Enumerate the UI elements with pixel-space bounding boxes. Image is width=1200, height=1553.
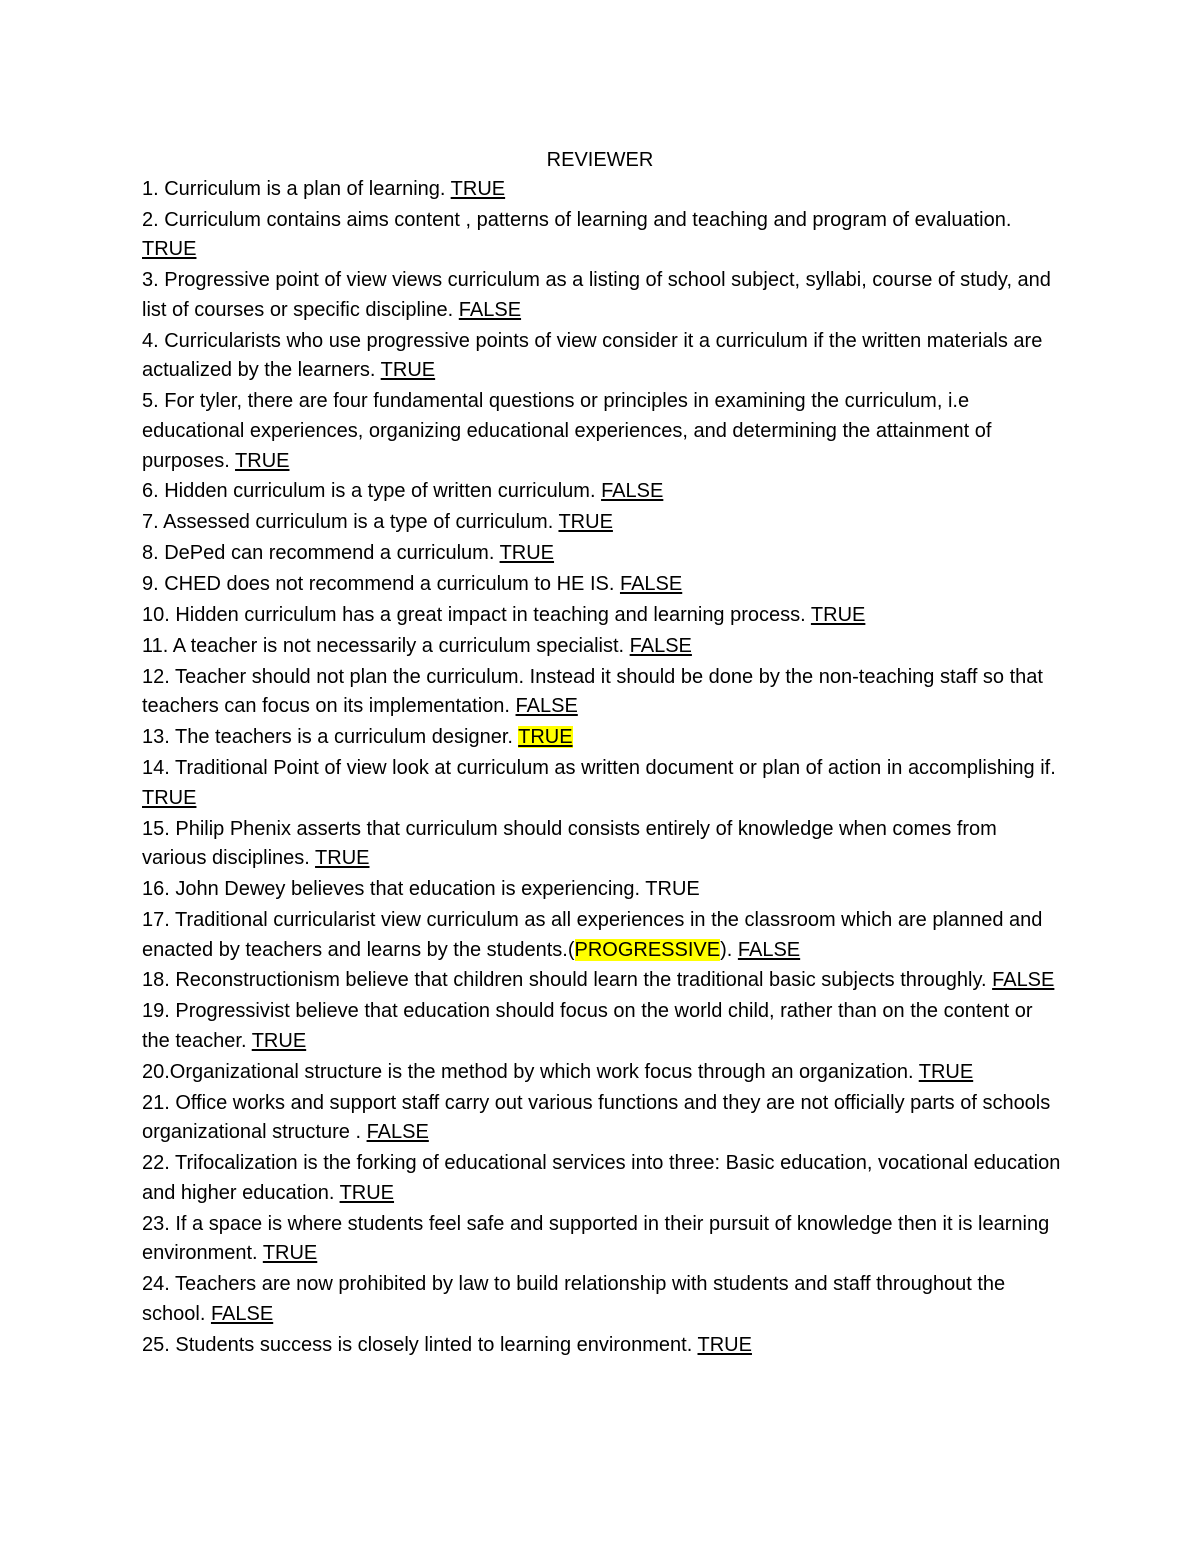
- question-text: 23. If a space is where students feel safe and supported in their pursuit of knowledge then it is learning environment.: [142, 1212, 1050, 1265]
- answer-label: FALSE: [458, 298, 522, 321]
- answer-label: FALSE: [737, 938, 801, 961]
- answer-label: TRUE: [315, 847, 370, 870]
- question-item: [142, 601, 1062, 631]
- answer-label: FALSE: [366, 1121, 429, 1144]
- question-item: [142, 477, 1062, 507]
- question-item: [142, 508, 1062, 538]
- question-text: 8. DePed can recommend a curriculum.: [142, 542, 500, 565]
- answer-label: TRUE: [142, 238, 197, 261]
- document-title: REVIEWER: [546, 149, 654, 171]
- question-item: [142, 206, 1062, 265]
- question-text: 16. John Dewey believes that education is experiencing.: [142, 878, 646, 901]
- question-text: 21. Office works and support staff carry out various functions and they are not officially parts of schools organizational structure .: [142, 1091, 1051, 1144]
- answer-label: TRUE: [558, 511, 613, 534]
- question-item: [142, 906, 1062, 965]
- question-text: 4. Curricularists who use progressive points of view consider it a curriculum if the written materials are actualized by the learners.: [142, 329, 1043, 382]
- question-text: 6. Hidden curriculum is a type of written curriculum.: [142, 480, 602, 503]
- question-item: [142, 966, 1062, 996]
- answer-label: FALSE: [992, 969, 1055, 992]
- question-item: [142, 815, 1062, 874]
- answer-label: TRUE: [339, 1181, 395, 1204]
- question-item: [142, 1058, 1062, 1088]
- question-item: [142, 175, 1062, 205]
- question-text: 25. Students success is closely linted to learning environment.: [142, 1333, 698, 1356]
- question-item: [142, 663, 1062, 722]
- question-item: [142, 266, 1062, 325]
- question-item: [142, 723, 1062, 753]
- question-item: [142, 327, 1062, 386]
- answer-label: FALSE: [619, 573, 683, 596]
- question-text: 5. For tyler, there are four fundamental questions or principles in examining the curriculum, i.e educational experiences, organizing educational experiences, and determining the attainment of purposes.: [142, 390, 992, 472]
- question-text: 18. Reconstructionism believe that children should learn the traditional basic subjects throughly.: [142, 969, 993, 992]
- answer-label: TRUE: [645, 878, 700, 901]
- question-text-after: ).: [720, 938, 738, 961]
- question-item: [142, 539, 1062, 569]
- question-text: 22. Trifocalization is the forking of educational services into three: Basic education, vocational education and higher education.: [142, 1152, 1061, 1204]
- answer-label: TRUE: [450, 178, 506, 200]
- question-item: [142, 875, 1062, 905]
- question-text: 3. Progressive point of view views curriculum as a listing of school subject, syllabi, course of study, and list of courses or specific discipline.: [142, 269, 1051, 321]
- answer-label: TRUE: [697, 1333, 752, 1356]
- answer-label: FALSE: [515, 695, 578, 718]
- question-text: 15. Philip Phenix asserts that curriculum should consists entirely of knowledge when comes from various disciplines.: [142, 817, 997, 870]
- answer-label: FALSE: [601, 480, 664, 503]
- answer-label: TRUE: [251, 1029, 307, 1052]
- answer-label-highlighted: TRUE: [518, 726, 573, 749]
- question-text: 20.Organizational structure is the method by which work focus through an organization.: [142, 1060, 919, 1083]
- highlighted-note: PROGRESSIVE: [574, 938, 721, 961]
- answer-label: FALSE: [210, 1302, 274, 1325]
- question-text: 10. Hidden curriculum has a great impact in teaching and learning process.: [142, 603, 811, 626]
- question-item: [142, 1210, 1062, 1269]
- answer-label: TRUE: [499, 542, 555, 565]
- question-text: 11. A teacher is not necessarily a curriculum specialist.: [142, 634, 630, 657]
- question-item: [142, 632, 1062, 662]
- question-list: [142, 175, 1062, 1362]
- question-text: 2. Curriculum contains aims content , patterns of learning and teaching and program of evaluation.: [142, 208, 1012, 231]
- question-item: [142, 1270, 1062, 1329]
- question-item: [142, 1331, 1062, 1361]
- answer-label: TRUE: [262, 1242, 318, 1265]
- question-item: [142, 570, 1062, 600]
- question-text: 13. The teachers is a curriculum designer.: [142, 726, 519, 749]
- question-item: [142, 387, 1062, 476]
- question-text: 14. Traditional Point of view look at curriculum as written document or plan of action in accomplishing if.: [142, 757, 1056, 780]
- question-text: 19. Progressivist believe that education should focus on the world child, rather than on the content or the teacher.: [142, 1000, 1033, 1052]
- answer-label: TRUE: [918, 1060, 974, 1083]
- answer-label: TRUE: [810, 603, 866, 626]
- question-text: 24. Teachers are now prohibited by law to build relationship with students and staff throughout the school.: [142, 1273, 1006, 1325]
- question-text: 7. Assessed curriculum is a type of curriculum.: [142, 511, 559, 534]
- question-item: [142, 1089, 1062, 1148]
- question-text: 1. Curriculum is a plan of learning.: [142, 178, 451, 200]
- question-item: [142, 754, 1062, 813]
- question-item: [142, 997, 1062, 1056]
- question-text: 9. CHED does not recommend a curriculum to HE IS.: [142, 573, 620, 596]
- question-text: 12. Teacher should not plan the curriculum. Instead it should be done by the non-teaching staff so that teachers can focus on its implementation.: [142, 665, 1043, 718]
- question-text: 17. Traditional curricularist view curriculum as all experiences in the classroom which are planned and enacted by teachers and learns by the students.(: [142, 909, 1043, 961]
- answer-label: FALSE: [629, 634, 692, 657]
- answer-label: TRUE: [235, 449, 290, 472]
- question-item: [142, 1149, 1062, 1208]
- answer-label: TRUE: [142, 786, 197, 809]
- answer-label: TRUE: [380, 359, 436, 382]
